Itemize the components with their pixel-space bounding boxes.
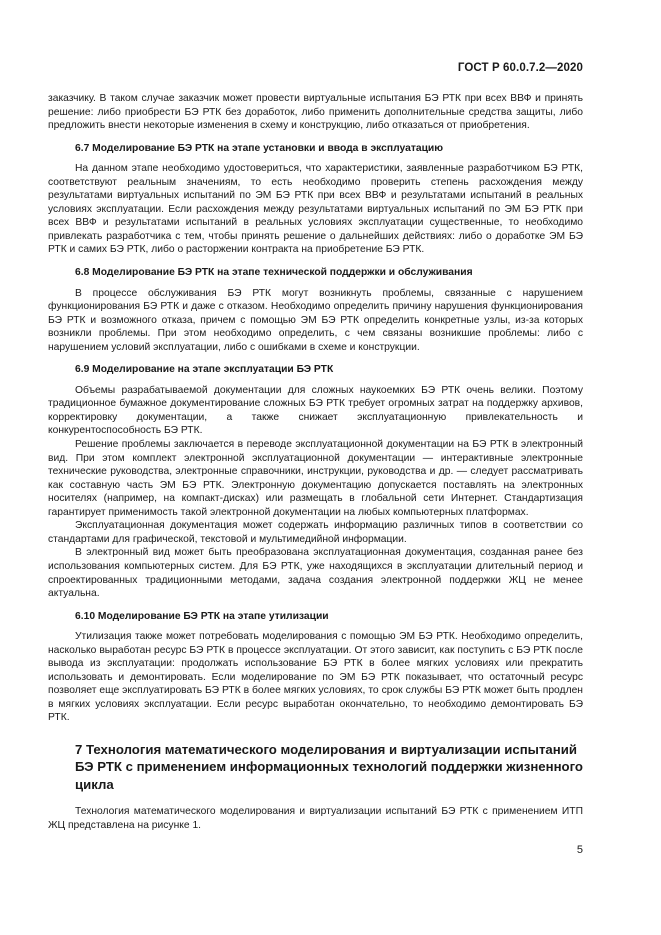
page-number: 5 [576,844,583,856]
standard-header: ГОСТ Р 60.0.7.2—2020 [457,62,583,74]
section-heading-6-8: 6.8 Моделирование БЭ РТК на этапе технической поддержки и обслуживания [75,267,473,279]
paragraph: Технология математического моделирования и виртуализации испытаний БЭ РТК с применением ИТП ЖЦ представлена на рисунке 1. [48,806,583,832]
paragraph: В процессе обслуживания БЭ РТК могут возникнуть проблемы, связанные с нарушением функционирования БЭ РТК и даже с отказом. Необходимо определить причину нарушения функционирования БЭ РТК и возможного отказа, причем с помощью ЭМ БЭ РТК определить конкретные узлы, из-за которых возникли проблемы. При этом необходимо определить, с чем связаны возникшие проблемы: либо с нарушением условий эксплуатации, либо с ошибками в схеме и конструкции. [48,287,583,353]
section-heading-6-9: 6.9 Моделирование на этапе эксплуатации БЭ РТК [75,364,334,376]
paragraph: Решение проблемы заключается в переводе эксплуатационной документации на БЭ РТК в электронный вид. При этом комплект электронной эксплуатационной документации — интерактивные электронные технические руководства, электронные справочники, инструкции, руководства и др. — следует рассматривать как составную часть ЭМ БЭ РТК. Электронную документацию допускается поставлять на электронных носителях (например, на компакт-дисках) или размещать в глобальной сети Интернет. Стандартизация гарантирует применимость такой электронной документации на любых компьютерных платформах. [48,439,583,518]
chapter-heading-7: 7 Технология математического моделирования и виртуализации испытаний БЭ РТК с применением информационных технологий поддержки жизненного цикла [75,741,583,792]
paragraph: Эксплуатационная документация может содержать информацию различных типов в соответствии со стандартами для графической, текстовой и мультимедийной информации. [48,520,583,545]
paragraph: Утилизация также может потребовать моделирования с помощью ЭМ БЭ РТК. Необходимо определить, насколько выработан ресурс БЭ РТК в процессе эксплуатации. От этого зависит, как поступить с БЭ РТК после вывода из эксплуатации: продолжать использование БЭ РТК в более мягких условиях или прекратить использовать и демонтировать. Если моделирование по ЭМ БЭ РТК показывает, что остаточный ресурс позволяет еще эксплуатировать БЭ РТК в более мягких условиях, то срок службы БЭ РТК может быть продлен в мягких условиях эксплуатации. Если ресурс выработан окончательно, то необходимо демонтировать БЭ РТК. [48,631,583,724]
paragraph: В электронный вид может быть преобразована эксплуатационная документация, созданная ранее без использования компьютерных систем. Для БЭ РТК, уже находящихся в эксплуатации длительный период и спроектированных традиционными методами, задача создания электронной поддержки ЖЦ не менее актуальна. [48,547,583,600]
page-content [48,92,583,833]
section-heading-6-10: 6.10 Моделирование БЭ РТК на этапе утилизации [75,610,329,622]
paragraph-continuation: заказчику. В таком случае заказчик может провести виртуальные испытания БЭ РТК при всех ВВФ и принять решение: либо приобрести БЭ РТК без доработок, либо применить дополнительные средства защиты, либо предложить внести некоторые изменения в схему и конструкцию, либо отказаться от приобретения. [48,93,583,132]
paragraph: На данном этапе необходимо удостовериться, что характеристики, заявленные разработчиком БЭ РТК, соответствуют реальным значениям, то есть необходимо проверить степень расхождения между результатами виртуальных испытаний по ЭМ БЭ РТК при всех ВВФ и результатами испытаний в реальных условиях эксплуатации. Если расхождения между результатами виртуальных испытаний по ЭМ БЭ РТК при всех ВВФ и результатами испытаний в реальных условиях эксплуатации существенные, то необходимо привлекать разработчика с тем, чтобы принять решение о дальнейших действиях: либо о доработке ЭМ БЭ РТК и самих БЭ РТК, либо о расторжении контракта на приобретение БЭ РТК. [48,163,583,256]
paragraph: Объемы разрабатываемой документации для сложных наукоемких БЭ РТК очень велики. Поэтому традиционное бумажное документирование сложных БЭ РТК требует огромных затрат на поддержку архивов, корректировку документации, а также снижает эксплуатационную привлекательность и конкурентоспособность БЭ РТК. [48,384,583,437]
section-heading-6-7: 6.7 Моделирование БЭ РТК на этапе установки и ввода в эксплуатацию [75,142,444,154]
